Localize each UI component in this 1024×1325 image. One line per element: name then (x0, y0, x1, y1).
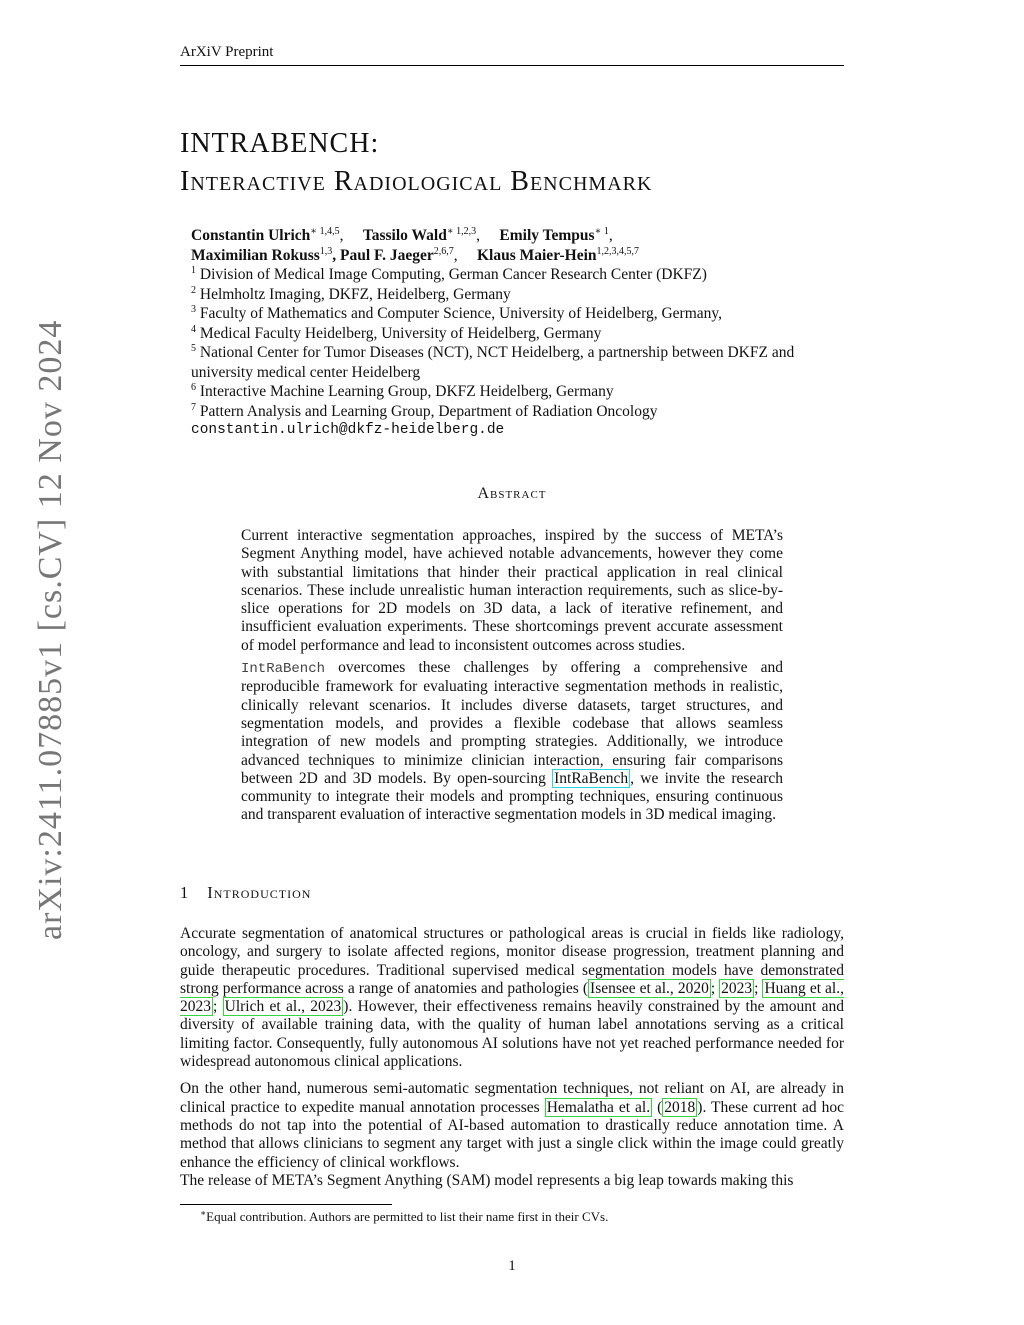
citation-link[interactable]: 2023 (721, 979, 753, 997)
citation-link[interactable]: Huang et al., 2023 (180, 979, 844, 1016)
affiliation-number: 2 (191, 284, 196, 296)
author-marks: 1,2,3,4,5,7 (596, 245, 640, 257)
affiliation-number: 5 (191, 343, 196, 354)
affiliation-number: 7 (191, 401, 196, 413)
intro-paragraph-2: On the other hand, numerous semi-automatic segmentation techniques, not reliant on AI, are already in clinical practice to expedite manual annotation processes Hemalatha et al. ( 2018 ). These current ad hoc methods do not tap into the potential of AI-based automation to drastically reduce annotation time. A method that allows clinicians to segment any target with just a single click within the image could greatly enhance the efficiency of clinical workflows. (180, 1080, 844, 1171)
section-heading-introduction (180, 883, 311, 903)
contact-email[interactable]: constantin.ulrich@dkfz-heidelberg.de (191, 422, 505, 438)
author-marks: ∗ 1,2,3 (446, 226, 477, 237)
repo-link[interactable]: IntRaBench (554, 769, 629, 787)
author-name: Klaus Maier-Hein (476, 246, 597, 264)
author-marks: ∗ 1 (594, 226, 609, 237)
affiliation (191, 265, 811, 285)
author-line-1: Constantin Ulrich$^{∗ 1,4,5}$, Tassilo Wald$^{∗ 1,2,3}$, Emily Tempus$^{∗ 1}$, (191, 226, 613, 244)
author-marks: 2,6,7 (433, 245, 454, 257)
citation-year-link[interactable]: 2018 (664, 1098, 696, 1116)
affiliation (191, 304, 811, 324)
affiliation-text: Interactive Machine Learning Group, DKFZ Heidelberg, Germany (199, 383, 614, 400)
footnote-mark: ∗ (200, 1208, 207, 1218)
affiliation (191, 402, 811, 422)
author-marks: 1,3 (319, 245, 333, 257)
affiliation-text: Pattern Analysis and Learning Group, Department of Radiation Oncology (199, 402, 658, 420)
running-header: ArXiV Preprint (180, 44, 274, 60)
body-text: . These current ad hoc methods do not tap into the potential of AI-based automation to drastically reduce annotation time. A method that allows clinicians to segment any target with just a single click within the image could greatly enhance the efficiency of clinical workflows. (180, 1098, 844, 1171)
abstract-body (241, 527, 783, 829)
author-name: Tassilo Wald (362, 227, 447, 244)
author-block (191, 226, 811, 441)
author-line-2: Maximilian Rokuss$^{1,3}$, Paul F. Jaeger$^{2,6,7}$, Klaus Maier-Hein$^{1,2,3,4,5,7}$ (191, 245, 640, 264)
section-number: 1 (180, 883, 190, 902)
abstract-paragraph-2 (241, 659, 783, 825)
affiliation-text: Division of Medical Image Computing, German Cancer Research Center (DKFZ) (199, 266, 707, 283)
intro-paragraph-3: The release of META’s Segment Anything (SAM) model represents a big leap towards making this (180, 1171, 794, 1189)
intro-paragraph-1 (180, 925, 844, 1071)
page-number: 1 (508, 1258, 516, 1274)
title-line-2: Interactive Radiological Benchmark (180, 166, 653, 197)
affiliation (191, 382, 811, 402)
citation-link[interactable]: Isensee et al., 2020 (590, 979, 709, 997)
affiliation-number: 1 (191, 265, 196, 276)
author-name: Maximilian Rokuss (191, 246, 320, 264)
footnote (200, 1209, 608, 1225)
author-name: Constantin Ulrich (191, 227, 311, 244)
introduction-body (180, 925, 844, 1190)
affiliation (191, 285, 811, 305)
separator: ; (710, 979, 720, 997)
citation-link[interactable]: Ulrich et al., 2023 (224, 998, 342, 1016)
body-text: ). However, their effectiveness remains heavily constrained by the amount and diversity of available training data, with the quality of human label annotations serving as a critical limiting factor. Consequently, fully autonomous AI solutions have not yet reached performance needed for widespread autonomous clinical applications. (180, 998, 844, 1071)
citation-link[interactable]: Hemalatha et al. (546, 1098, 651, 1116)
abstract-paragraph-1: Current interactive segmentation approaches, inspired by the success of META’s Segment Anything model, have achieved notable advancements, however they come with substantial limitations that hinder their practical application in real clinical scenarios. These include unrealistic human interaction requirements, such as slice-by-slice operations for 2D models on 3D data, a lack of iterative refinement, and insufficient evaluation experiments. These shortcomings prevent accurate assessment of model performance and lead to inconsistent outcomes across studies. (241, 527, 783, 654)
abstract-text: , we invite the research community to integrate their models and prompting techniques, ensuring continuous and transparent evaluation of interactive segmentation models in 3D medical imaging. (241, 769, 783, 824)
section-title: Introduction (207, 883, 312, 902)
separator: ; (213, 998, 223, 1016)
body-text: Accurate segmentation of anatomical structures or pathological areas is crucial in fields like radiology, oncology, and surgery to isolate affected regions, monitor disease progression, treatment planning and guide therapeutic procedures. Traditional supervised medical segmentation models have demonstrated strong performance across a range of anatomies and pathologies ( (180, 925, 844, 997)
arxiv-identifier: arXiv:2411.07885v1 [cs.CV] 12 Nov 2024 (32, 319, 69, 940)
affiliation-text: Faculty of Mathematics and Computer Science, University of Heidelberg, Germany, (199, 305, 722, 322)
author-name: Paul F. Jaeger (340, 246, 434, 264)
abstract-text: overcomes these challenges by offering a comprehensive and reproducible framework for evaluating interactive segmentation methods in realistic, clinically relevant scenarios. It includes diverse datasets, target structures, and segmentation models, and provides a flexible codebase that allows seamless integration of new models and prompting strategies. Additionally, we introduce advanced techniques to minimize clinician interaction, ensuring fair comparisons between 2D and 3D models. By open-sourcing (241, 659, 783, 787)
body-text: On the other hand, numerous semi-automatic segmentation techniques, not reliant on AI, are already in clinical practice to expedite manual annotation processes (180, 1080, 844, 1116)
affiliation-number: 6 (191, 382, 196, 393)
affiliation-text: Medical Faculty Heidelberg, University of Heidelberg, Germany (199, 324, 602, 342)
footnote-rule (180, 1204, 392, 1205)
footnote-text: Equal contribution. Authors are permitted to list their name first in their CVs. (206, 1209, 609, 1224)
title-line-1: INTRABENCH: (180, 128, 380, 159)
affiliation-number: 3 (191, 304, 196, 315)
header-rule (180, 65, 844, 66)
author-name: Emily Tempus (499, 227, 595, 244)
tool-name: IntRaBench (241, 661, 326, 678)
affiliation-text: National Center for Tumor Diseases (NCT), NCT Heidelberg, a partnership between DKFZ and university medical center Heidelberg (191, 344, 795, 381)
author-marks: ∗ 1,4,5 (310, 226, 340, 237)
affiliation (191, 343, 811, 382)
affiliation (191, 324, 811, 344)
affiliation-number: 4 (191, 323, 196, 335)
affiliation-text: Helmholtz Imaging, DKFZ, Heidelberg, Germany (199, 285, 511, 303)
abstract-heading: Abstract (477, 485, 547, 502)
separator: ; (754, 979, 763, 997)
